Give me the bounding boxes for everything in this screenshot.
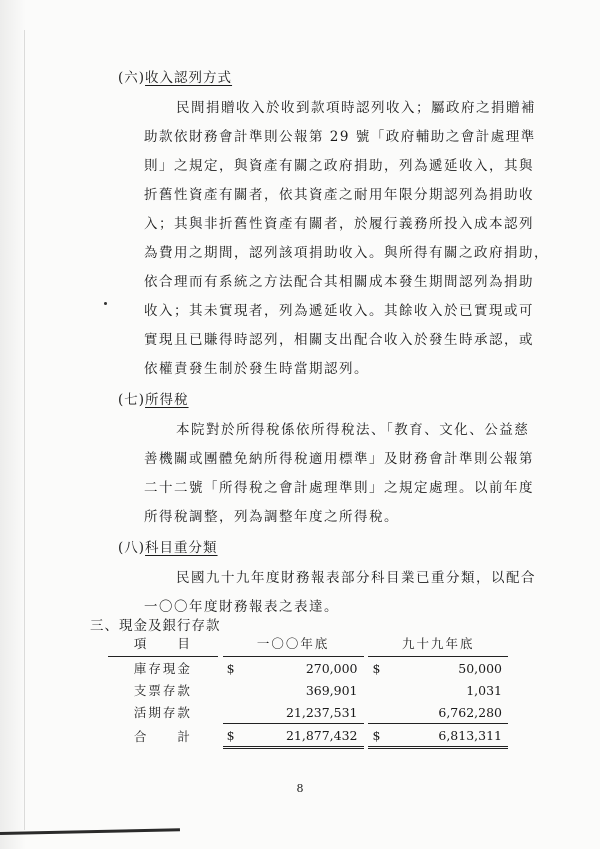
section-8-line: 一〇〇年度財務報表之表達。: [144, 599, 339, 615]
currency-symbol: $: [223, 724, 247, 748]
table-row: [108, 679, 508, 701]
section-7-title: 所得稅: [145, 392, 189, 408]
currency-symbol: [223, 701, 247, 724]
cash-table: [108, 630, 508, 749]
section-8-number: (八): [118, 540, 146, 556]
section-6-number: (六): [118, 70, 146, 86]
table-row: [108, 657, 508, 680]
row-item: 庫存現金: [133, 661, 192, 676]
total-100: 21,877,432: [246, 724, 363, 748]
section-8-line: 民國九十九年度財務報表部分科目業已重分類，以配合: [176, 570, 536, 586]
section-6-line: 民間捐贈收入於收到款項時認列收入；屬政府之捐贈補: [176, 100, 536, 116]
header-year-99: 九十九年底: [368, 630, 508, 657]
currency-symbol: [223, 679, 247, 701]
section-6-line: 入；其與非折舊性資產有關者，於履行義務所投入成本認列: [144, 216, 534, 232]
section-8-title: 科目重分類: [145, 540, 218, 556]
section-7-line: 本院對於所得稅係依所得稅法、「教育、文化、公益慈: [176, 422, 530, 438]
currency-symbol: [368, 679, 392, 701]
table-row: [108, 701, 508, 724]
scan-bottom-mark: [0, 828, 180, 835]
table-header-row: [108, 630, 508, 657]
total-label: 合 計: [133, 728, 192, 744]
page-number: 8: [296, 782, 304, 795]
currency-symbol: $: [368, 724, 392, 748]
section-7-line: 二十二號「所得稅之會計處理準則」之規定處理。以前年度: [144, 480, 534, 496]
value-100: 369,901: [305, 682, 358, 698]
header-item: 項 目: [108, 630, 218, 657]
value-100: 21,237,531: [285, 704, 358, 720]
header-year-100: 一〇〇年底: [223, 630, 364, 657]
section-6-line: 折舊性資產有關者，依其資產之耐用年限分期認列為捐助收: [144, 187, 534, 203]
table-total-row: [108, 724, 508, 748]
total-99: 6,813,311: [392, 724, 508, 748]
section-8-heading: [118, 536, 218, 556]
scan-edge-line: [24, 30, 25, 830]
section-7-heading: [118, 388, 189, 408]
value-99: 6,762,280: [438, 704, 502, 720]
section-6-line: 則」之規定，與資產有關之政府捐助，列為遞延收入，其與: [144, 158, 534, 174]
section-3-heading: 三、現金及銀行存款: [90, 618, 221, 634]
row-item: 支票存款: [133, 683, 192, 698]
scan-shadow: [0, 0, 26, 849]
section-7-line: 善機關或團體免納所得稅適用標準」及財務會計準則公報第: [144, 451, 534, 467]
section-6-title: 收入認列方式: [145, 70, 233, 86]
section-6-line: 收入；其未實現者，列為遞延收入。其餘收入於已實現或可: [144, 303, 534, 319]
scan-speck: [104, 302, 107, 305]
section-7-number: (七): [118, 392, 146, 408]
currency-symbol: $: [226, 660, 235, 676]
section-6-line: 為費用之期間，認列該項捐助收入。與所得有關之政府捐助，: [144, 245, 549, 261]
section-6-line: 依權責發生制於發生時當期認列。: [144, 361, 369, 377]
section-6-line: 依合理而有系統之方法配合其相關成本發生期間認列為捐助: [144, 274, 534, 290]
value-100: 270,000: [305, 660, 358, 676]
section-6-heading: [118, 66, 232, 86]
row-item: 活期存款: [133, 705, 192, 721]
currency-symbol: [368, 701, 392, 724]
currency-symbol: $: [372, 660, 381, 676]
section-7-line: 所得稅調整，列為調整年度之所得稅。: [144, 509, 399, 525]
section-6-line: 實現且已賺得時認列，相關支出配合收入於發生時承認，或: [144, 332, 534, 348]
value-99: 1,031: [466, 682, 502, 698]
section-6-line: 助款依財務會計準則公報第 29 號「政府輔助之會計處理準: [144, 129, 536, 145]
value-99: 50,000: [458, 660, 502, 676]
